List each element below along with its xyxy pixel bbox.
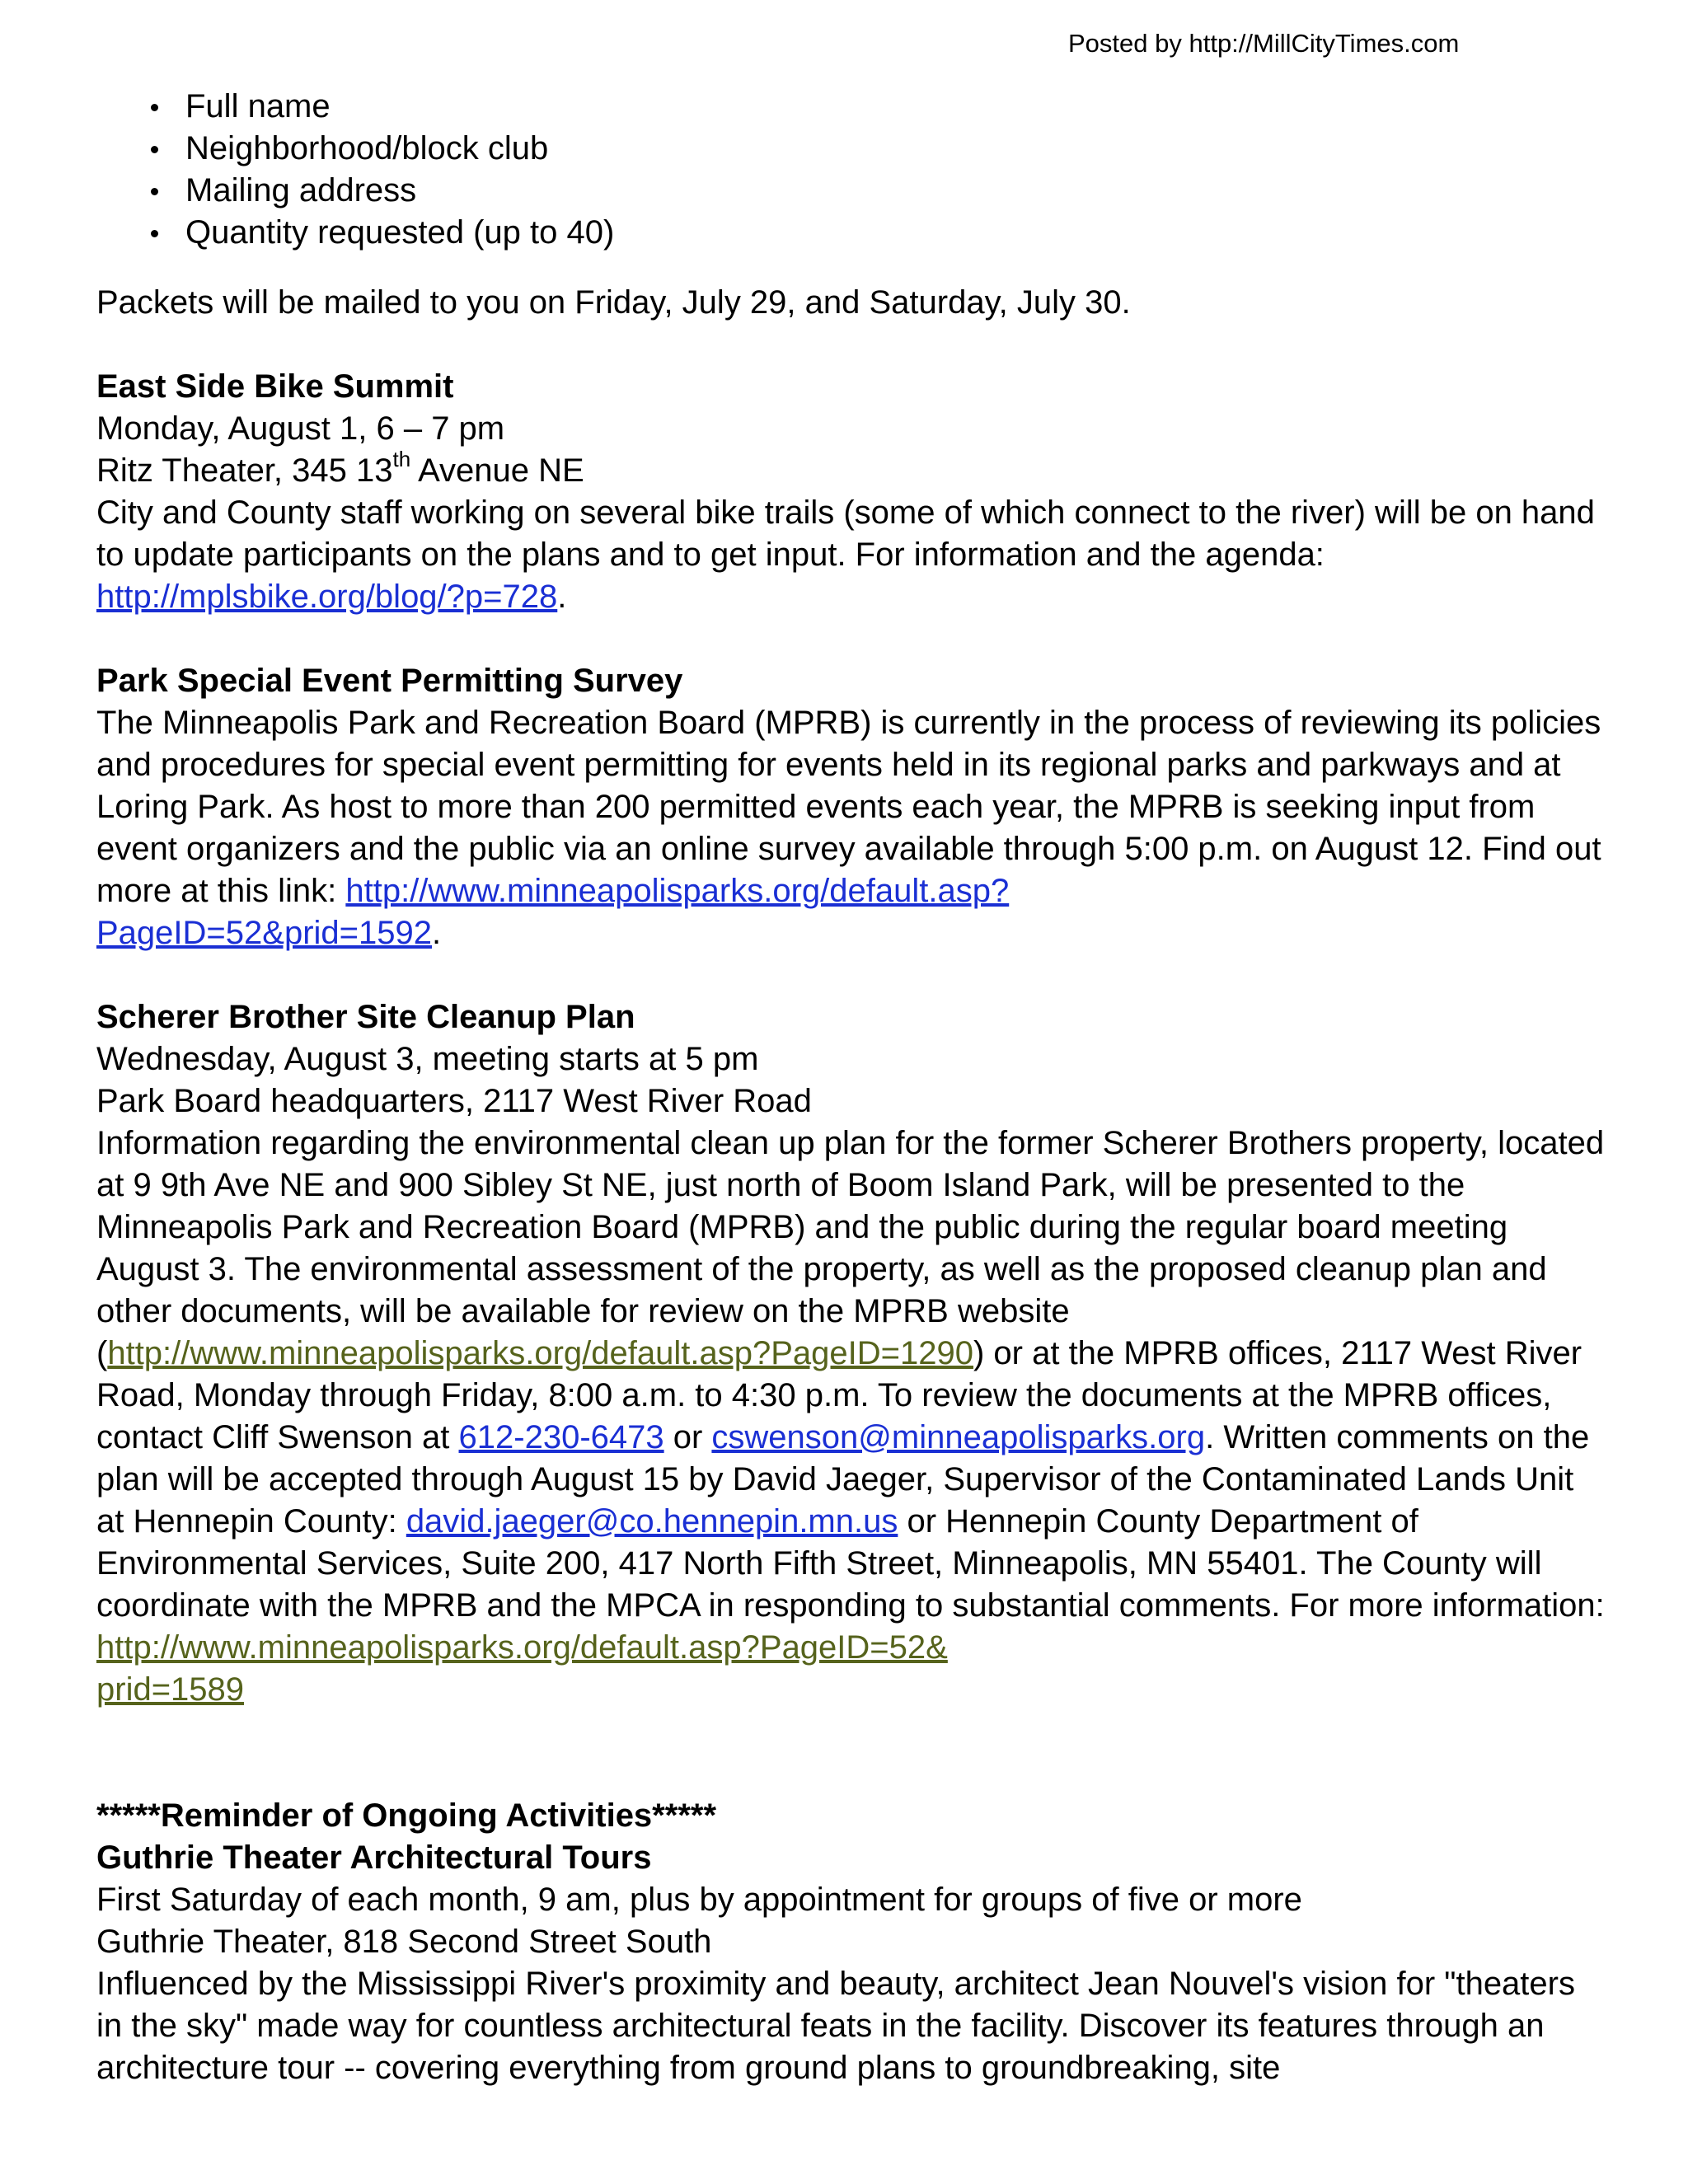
request-fields-list bbox=[96, 86, 1605, 254]
scherer-section bbox=[96, 996, 1605, 1711]
page-content bbox=[96, 86, 1605, 2089]
scherer-description: Information regarding the environmental clean up plan for the former Scherer Brothers property, located at 9 9th Ave NE and 900 Sibley St NE, just north of Boom Island Park, will be presented to the Minneapolis Park and Recreation Board (MPRB) and the public during the regular board meeting August 3. The environmental assessment of the property, as well as the proposed cleanup plan and other documents, will be available for review on the MPRB website (http://www.minneapolisparks.org/default.asp?PageID=1290) or at the MPRB offices, 2117 West River Road, Monday through Friday, 8:00 a.m. to 4:30 p.m. To review the documents at the MPRB offices, contact Cliff Swenson at 612-230-6473 or cswenson@minneapolisparks.org. Written comments on the plan will be accepted through August 15 by David Jaeger, Supervisor of the Contaminated Lands Unit at Hennepin County: david.jaeger@co.hennepin.mn.us or Hennepin County Department of Environmental Services, Suite 200, 417 North Fifth Street, Minneapolis, MN 55401. The County will coordinate with the MPRB and the MPCA in responding to substantial comments. For more information: http://www.minneapolisparks.org/default.asp?PageID=52& prid=1589 bbox=[96, 1125, 1605, 1708]
guthrie-description: Influenced by the Mississippi River's proximity and beauty, architect Jean Nouvel's vision for "theaters in the sky" made way for countless architectural feats in the facility. Discover its features through an architecture tour -- covering everything from ground plans to groundbreaking, site bbox=[96, 1966, 1575, 2086]
scherer-info-link[interactable]: http://www.minneapolisparks.org/default.asp?PageID=52& prid=1589 bbox=[96, 1629, 948, 1708]
bike-summit-title: East Side Bike Summit bbox=[96, 368, 454, 405]
guthrie-section bbox=[96, 1837, 1605, 2089]
phone-link[interactable]: 612-230-6473 bbox=[458, 1419, 664, 1455]
jaeger-email-link[interactable]: david.jaeger@co.hennepin.mn.us bbox=[406, 1503, 898, 1540]
list-item: Full name bbox=[96, 86, 1605, 128]
bike-summit-section bbox=[96, 366, 1605, 618]
scherer-title: Scherer Brother Site Cleanup Plan bbox=[96, 999, 635, 1035]
list-item: Quantity requested (up to 40) bbox=[96, 212, 1605, 254]
bike-summit-date: Monday, August 1, 6 – 7 pm bbox=[96, 410, 505, 447]
ongoing-activities-heading: *****Reminder of Ongoing Activities***** bbox=[96, 1797, 717, 1834]
guthrie-title: Guthrie Theater Architectural Tours bbox=[96, 1840, 652, 1876]
bullet-icon bbox=[151, 104, 158, 111]
bike-summit-venue: Ritz Theater, 345 13th Avenue NE bbox=[96, 447, 584, 489]
bike-summit-description: City and County staff working on several bike trails (some of which connect to the river) will be on hand to update participants on the plans and to get input. For information and the agenda: http://mplsbike.org/blog/?p=728. bbox=[96, 494, 1595, 615]
park-survey-section bbox=[96, 660, 1605, 954]
bullet-icon bbox=[151, 230, 158, 237]
bullet-icon bbox=[151, 188, 158, 195]
mplsbike-link[interactable]: http://mplsbike.org/blog/?p=728 bbox=[96, 579, 558, 615]
guthrie-date: First Saturday of each month, 9 am, plus by appointment for groups of five or more bbox=[96, 1882, 1302, 1918]
swenson-email-link[interactable]: cswenson@minneapolisparks.org bbox=[711, 1419, 1206, 1455]
scherer-date: Wednesday, August 3, meeting starts at 5 pm bbox=[96, 1041, 759, 1077]
guthrie-venue: Guthrie Theater, 818 Second Street South bbox=[96, 1924, 712, 1960]
park-survey-title: Park Special Event Permitting Survey bbox=[96, 663, 683, 699]
bullet-icon bbox=[151, 146, 158, 153]
list-item: Mailing address bbox=[96, 170, 1605, 212]
packets-note: Packets will be mailed to you on Friday, July 29, and Saturday, July 30. bbox=[96, 284, 1131, 321]
list-item: Neighborhood/block club bbox=[96, 128, 1605, 170]
posted-by-header: Posted by http://MillCityTimes.com bbox=[1068, 29, 1460, 58]
park-survey-description: The Minneapolis Park and Recreation Board (MPRB) is currently in the process of reviewing its policies and procedures for special event permitting for events held in its regional parks and parkways and at Loring Park. As host to more than 200 permitted events each year, the MPRB is seeking input from event organizers and the public via an online survey available through 5:00 p.m. on August 12. Find out more at this link: http://www.minneapolisparks.org/default.asp? PageID=52&prid=1592. bbox=[96, 705, 1601, 951]
park-survey-link[interactable]: http://www.minneapolisparks.org/default.asp? PageID=52&prid=1592 bbox=[96, 873, 1010, 951]
mprb-document-link[interactable]: http://www.minneapolisparks.org/default.asp?PageID=1290 bbox=[107, 1335, 973, 1371]
scherer-venue: Park Board headquarters, 2117 West River Road bbox=[96, 1083, 812, 1119]
